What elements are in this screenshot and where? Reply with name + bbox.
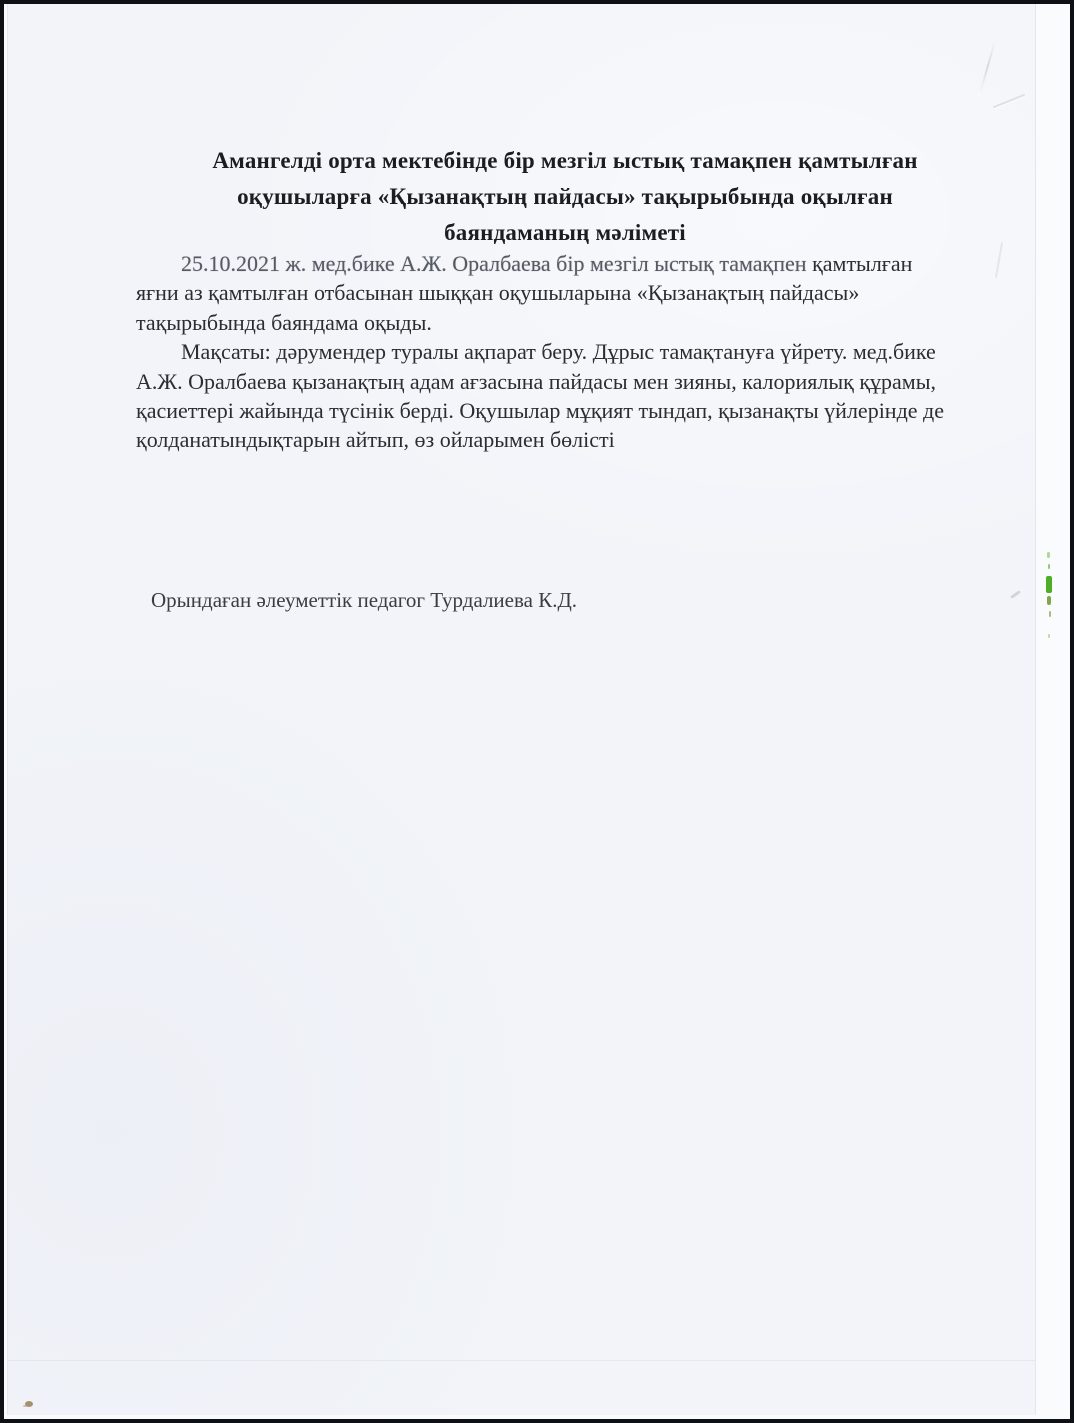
scanner-background [4,4,1070,1419]
green-ink-dot [1049,611,1051,617]
scan-streak-line [8,1360,1035,1361]
speck-artifact [25,1401,33,1407]
title-line-2: оқушыларға «Қызанақтың пайдасы» тақырыбында оқылған [237,184,893,209]
document-title [165,143,965,251]
paragraph-1 [136,249,954,337]
paragraph-1-faded-lead: 25.10.2021 ж. мед.бике А.Ж. Оралбаева бір мезгіл ыстық тамақпен [181,251,807,276]
green-ink-dot [1048,564,1050,569]
title-line-1: Амангелді орта мектебінде бір мезгіл ыстық тамақпен қамтылған [212,148,918,173]
document-page [7,4,1036,1415]
green-ink-dot [1047,596,1051,605]
signature-line: Орындаған әлеуметтік педагог Турдалиева К.Д. [151,588,578,612]
title-line-3: баяндаманың мәліметі [444,220,686,245]
paragraph-2: Мақсаты: дәрумендер туралы ақпарат беру. Дұрыс тамақтануға үйрету. мед.бике А.Ж. Оралбаева қызанақтың адам ағзасына пайдасы мен зияны, калориялық құрамы, қасиеттері жайында түсінік берді. Оқушылар мұқият тындап, қызанақты үйлерінде де қолданатындықтарын айтып, өз ойларымен бөлісті [136,339,944,453]
green-ink-dot [1048,634,1050,638]
green-ink-dot [1047,552,1050,558]
paper-crease-mark [978,41,996,97]
pencil-dash-artifact [1010,590,1021,599]
paper-crease-mark [993,94,1025,109]
paragraph-1-rest: қамтылған яғни аз қамтылған отбасынан шыққан оқушыларына «Қызанақтың пайдасы» тақырыбында баяндама оқыды. [136,251,913,335]
green-ink-dot [1046,576,1052,593]
document-body [136,249,954,455]
paper-crease-mark [995,242,1003,278]
